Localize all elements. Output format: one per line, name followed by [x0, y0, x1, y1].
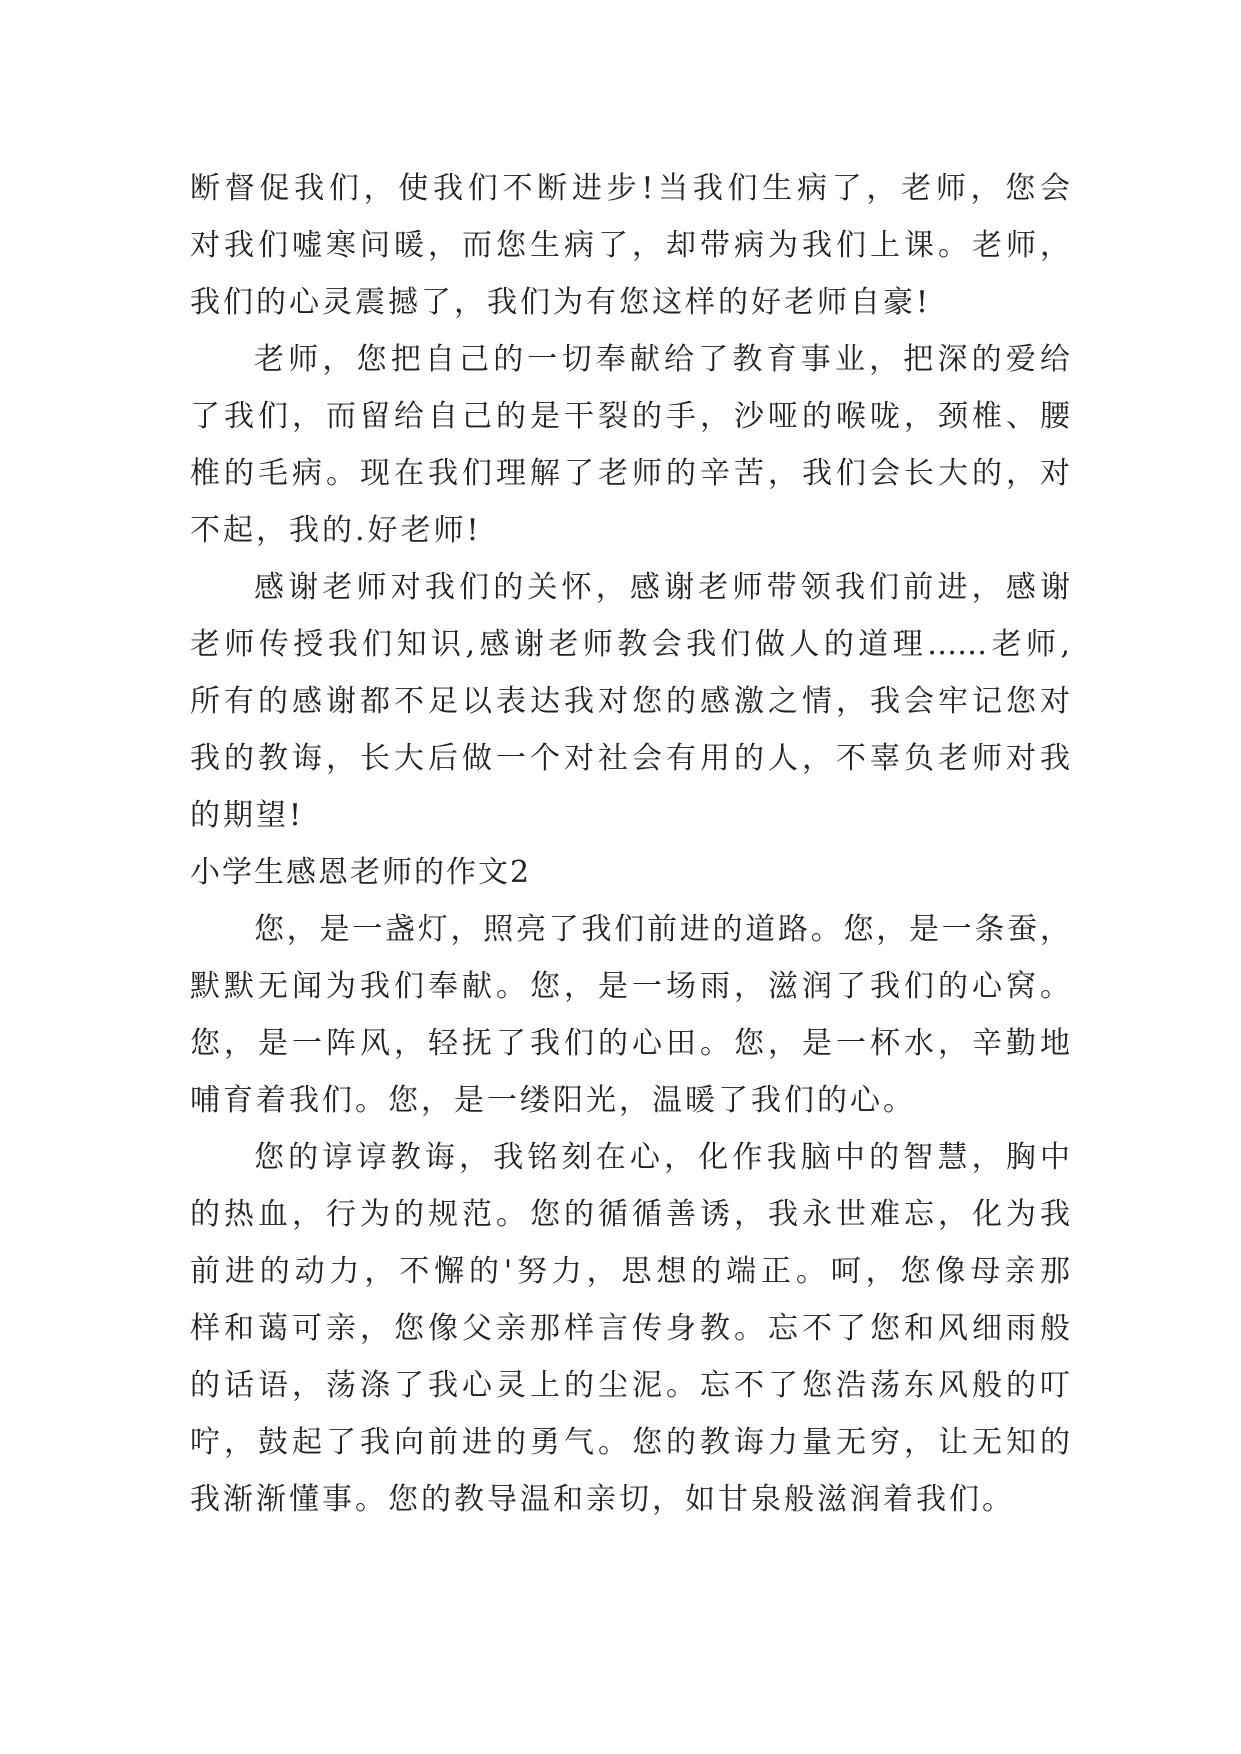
- text-line: 默默无闻为我们奉献。您，是一场雨，滋润了我们的心窝。: [190, 969, 1070, 1004]
- paragraph-start-line: 感谢老师对我们的关怀，感谢老师带领我们前进，感谢: [254, 570, 1070, 605]
- text-line: 前进的动力，不懈的'努力，思想的端正。呵，您像母亲那: [190, 1254, 1070, 1289]
- text-line: 哺育着我们。您，是一缕阳光，温暖了我们的心。: [190, 1083, 916, 1118]
- text-line: 所有的感谢都不足以表达我对您的感激之情，我会牢记您对: [190, 684, 1070, 719]
- text-line: 椎的毛病。现在我们理解了老师的辛苦，我们会长大的，对: [190, 456, 1070, 491]
- text-line: 样和蔼可亲，您像父亲那样言传身教。忘不了您和风细雨般: [190, 1311, 1070, 1346]
- essay-text: [190, 160, 1070, 1528]
- text-line: 我的教诲，长大后做一个对社会有用的人，不辜负老师对我: [190, 741, 1070, 776]
- section-heading: 小学生感恩老师的作文2: [190, 855, 532, 890]
- text-line: 我渐渐懂事。您的教导温和亲切，如甘泉般滋润着我们。: [190, 1482, 1015, 1517]
- text-line: 您，是一阵风，轻抚了我们的心田。您，是一杯水，辛勤地: [190, 1026, 1070, 1061]
- text-line: 的话语，荡涤了我心灵上的尘泥。忘不了您浩荡东风般的叮: [190, 1368, 1070, 1403]
- text-line: 咛，鼓起了我向前进的勇气。您的教诲力量无穷，让无知的: [190, 1425, 1070, 1460]
- text-line: 我们的心灵震撼了，我们为有您这样的好老师自豪!: [190, 285, 932, 320]
- paragraph-start-line: 老师，您把自己的一切奉献给了教育事业，把深的爱给: [254, 342, 1070, 377]
- text-line: 不起，我的.好老师!: [190, 513, 482, 548]
- paragraph-start-line: 您，是一盏灯，照亮了我们前进的道路。您，是一条蚕，: [254, 912, 1070, 947]
- text-line: 的期望!: [190, 798, 305, 833]
- text-line: 老师传授我们知识,感谢老师教会我们做人的道理……老师,: [190, 627, 1070, 662]
- paragraph-start-line: 您的谆谆教诲，我铭刻在心，化作我脑中的智慧，胸中: [254, 1140, 1070, 1175]
- text-line: 了我们，而留给自己的是干裂的手，沙哑的喉咙，颈椎、腰: [190, 399, 1070, 434]
- text-line: 的热血，行为的规范。您的循循善诱，我永世难忘，化为我: [190, 1197, 1070, 1232]
- text-line: 断督促我们，使我们不断进步!当我们生病了，老师，您会: [190, 171, 1070, 206]
- text-line: 对我们嘘寒问暖，而您生病了，却带病为我们上课。老师，: [190, 228, 1070, 263]
